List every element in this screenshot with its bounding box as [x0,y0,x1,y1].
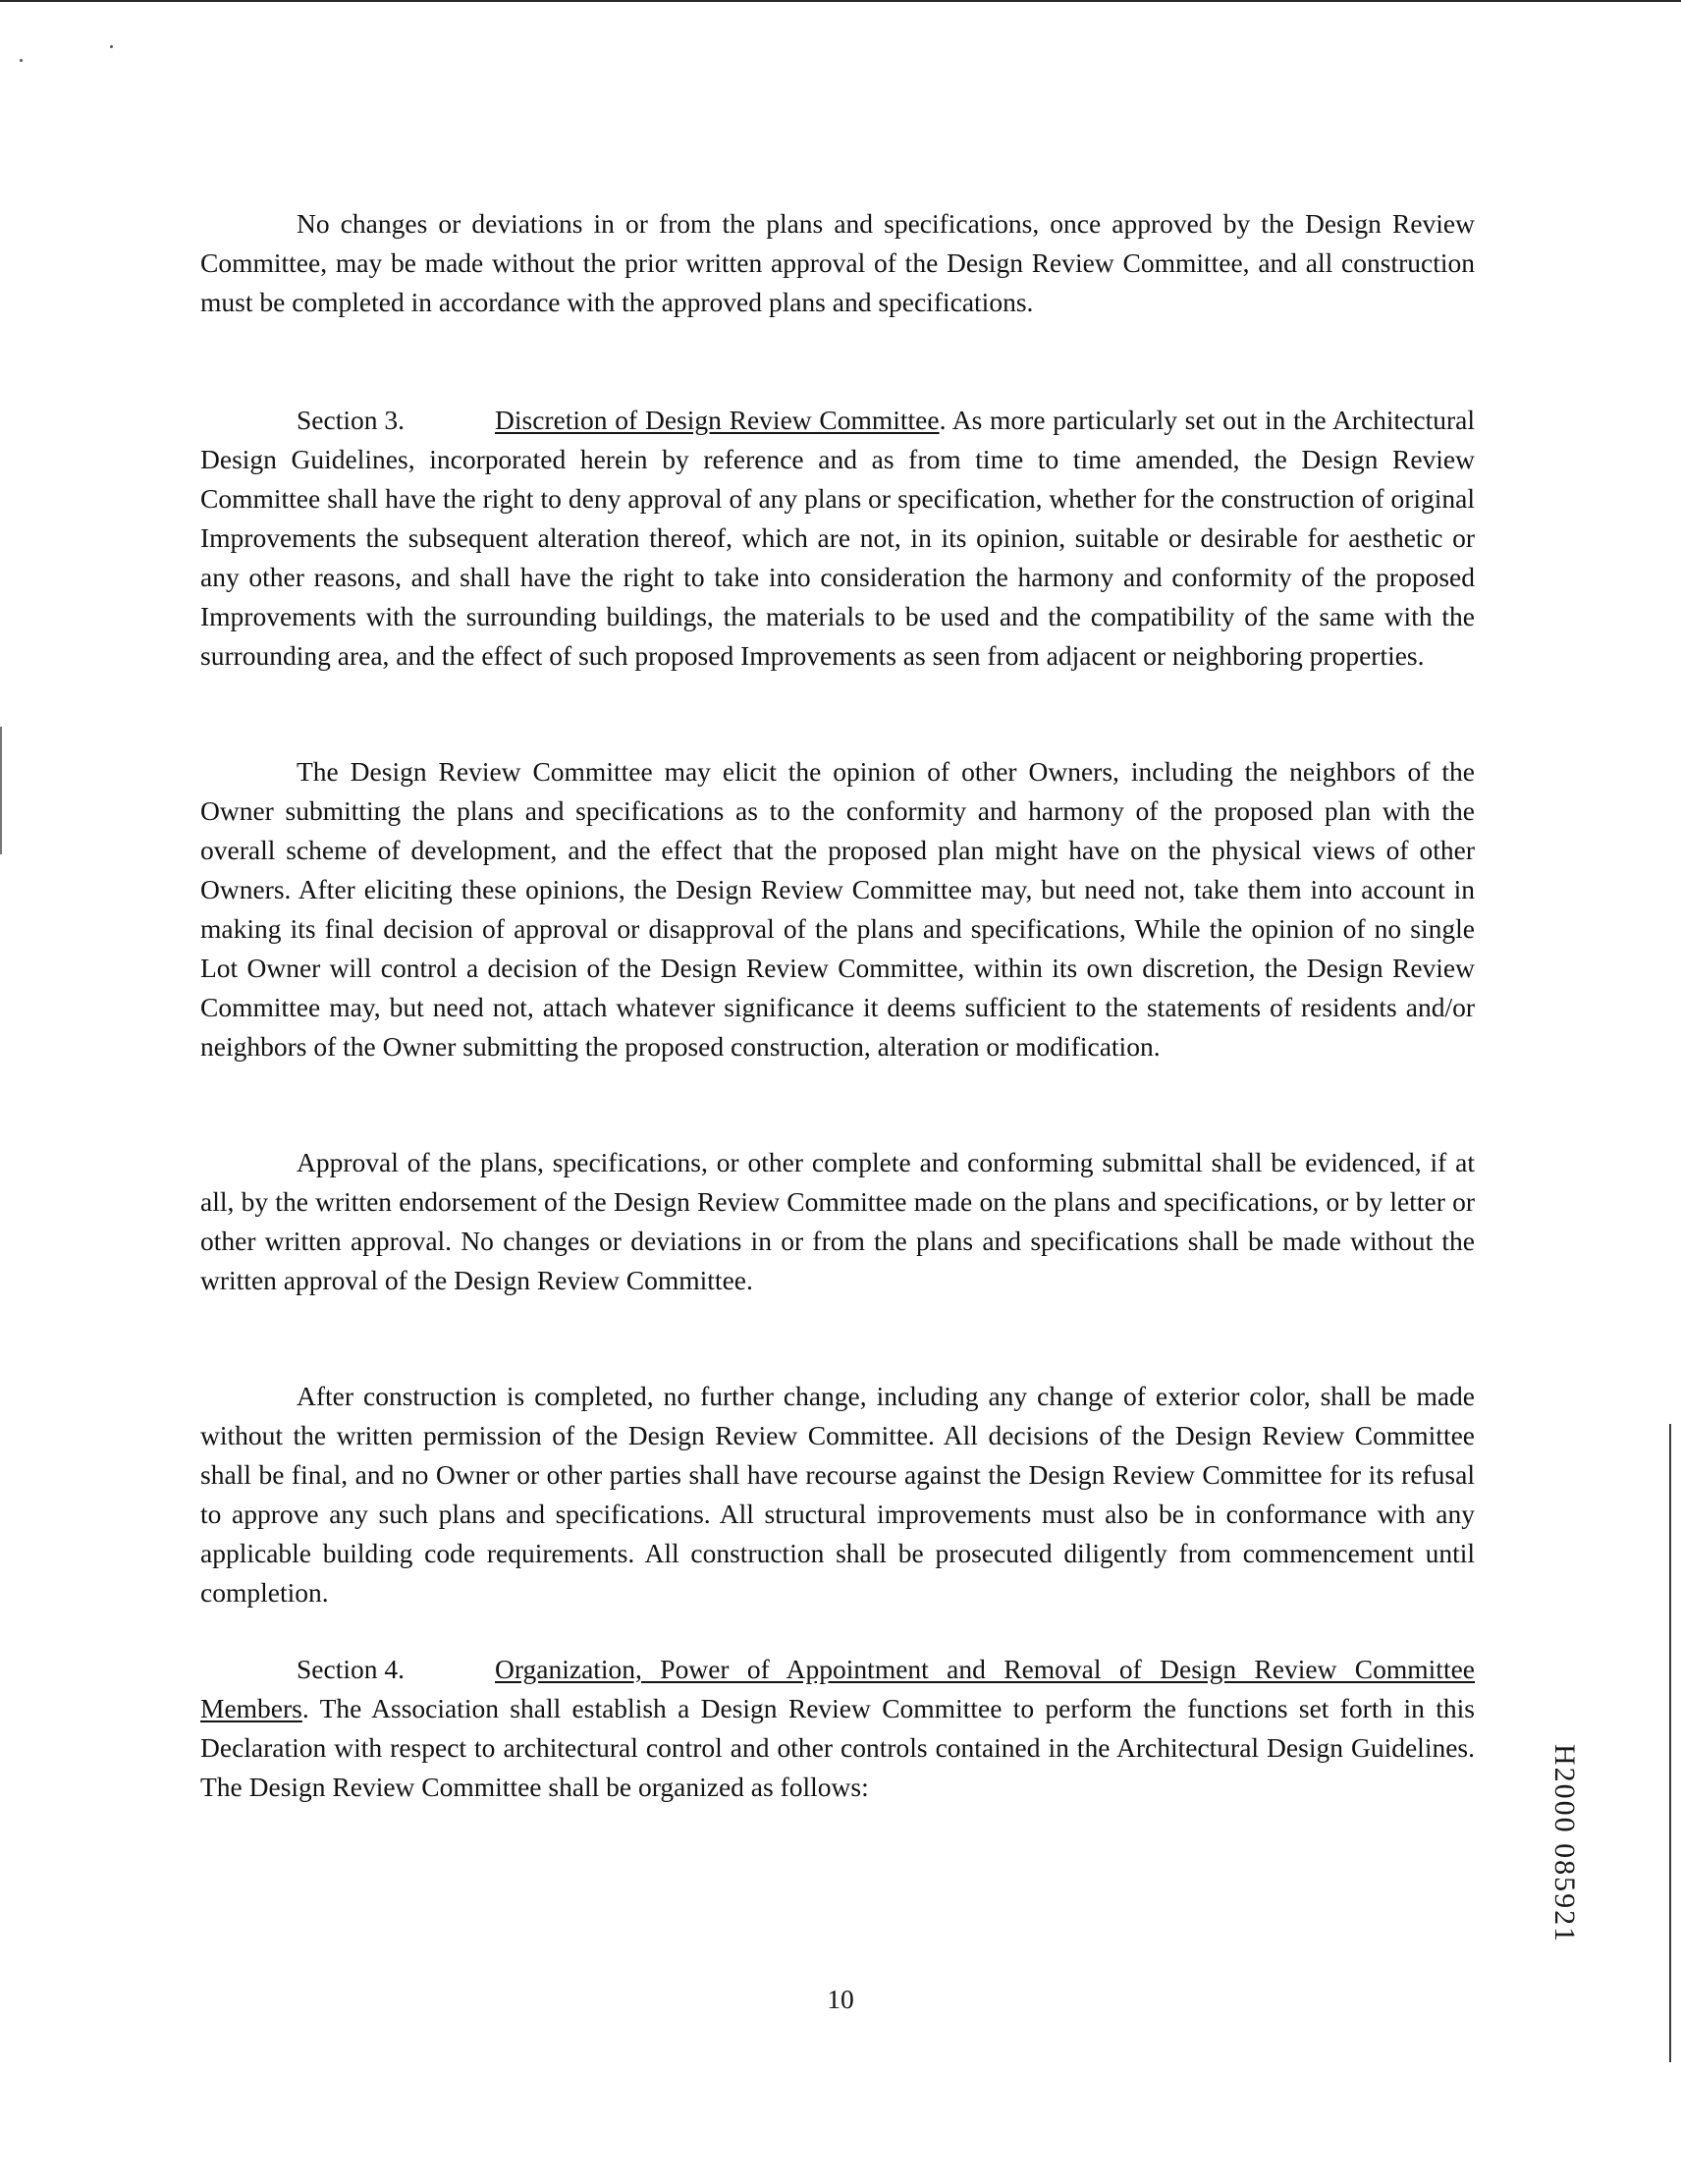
paragraph-section-3 [200,401,1475,676]
paragraph-plan-changes [200,204,1475,322]
page-number: 10 [827,1984,854,2014]
scan-speck [110,45,113,48]
scan-edge-top [0,0,1681,2]
paragraph-text: . As more particularly set out in the Architectural Design Guidelines, incorporated herein by reference and as from time to time amended, the Design Review Committee shall have the right to deny approval of any plans or specification, whether for the construction of original Improvements the subsequent alteration thereof, which are not, in its opinion, suitable or desirable for aesthetic or any other reasons, and shall have the right to take into consideration the harmony and conformity of the proposed Improvements with the surrounding buildings, the materials to be used and the compatibility of the same with the surrounding area, and the effect of such proposed Improvements as seen from adjacent or neighboring properties. [200,405,1475,671]
paragraph-owner-opinions [200,752,1475,1066]
section-heading: Organization, Power of Appointment and Removal of Design Review Committee Members [200,1654,1475,1723]
paragraph-text: No changes or deviations in or from the plans and specifications, once approved by the Design Review Committee, may be made without the prior written approval of the Design Review Committee, and all construction must be completed in accordance with the approved plans and specifications. [200,208,1475,317]
paragraph-after-construction [200,1377,1475,1612]
paragraph-text: After construction is completed, no further change, including any change of exterior color, shall be made without the written permission of the Design Review Committee. All decisions of the Design Review Committee shall be final, and no Owner or other parties shall have recourse against the Design Review Committee for its refusal to approve any such plans and specifications. All structural improvements must also be in conformance with any applicable building code requirements. All construction shall be prosecuted diligently from commencement until completion. [200,1381,1475,1608]
margin-stamp: H2000 085921 [1548,1744,1581,1944]
paragraph-approval-evidence [200,1143,1475,1300]
section-heading: Discretion of Design Review Committee [495,405,940,435]
section-label: Section 3. [297,405,405,435]
paragraph-text: . The Association shall establish a Design Review Committee to perform the functions set forth in this Declaration with respect to architectural control and other controls contained in the Architectural Design Guidelines. The Design Review Committee shall be organized as follows: [200,1693,1475,1802]
paragraph-text: Approval of the plans, specifications, or other complete and conforming submittal shall be evidenced, if at all, by the written endorsement of the Design Review Committee made on the plans and specifications, or by letter or other written approval. No changes or deviations in or from the plans and specifications shall be made without the written approval of the Design Review Committee. [200,1147,1475,1295]
scan-speck [20,59,23,62]
paragraph-text: The Design Review Committee may elicit the opinion of other Owners, including the neighbors of the Owner submitting the plans and specifications as to the conformity and harmony of the proposed plan with the overall scheme of development, and the effect that the proposed plan might have on the physical views of other Owners. After eliciting these opinions, the Design Review Committee may, but need not, take them into account in making its final decision of approval or disapproval of the plans and specifications, While the opinion of no single Lot Owner will control a decision of the Design Review Committee, within its own discretion, the Design Review Committee may, but need not, attach whatever significance it deems sufficient to the statements of residents and/or neighbors of the Owner submitting the proposed construction, alteration or modification. [200,756,1475,1062]
scan-edge-right [1669,1424,1671,2062]
section-label: Section 4. [297,1654,405,1684]
paragraph-section-4 [200,1650,1475,1807]
scan-edge-left [0,727,2,854]
